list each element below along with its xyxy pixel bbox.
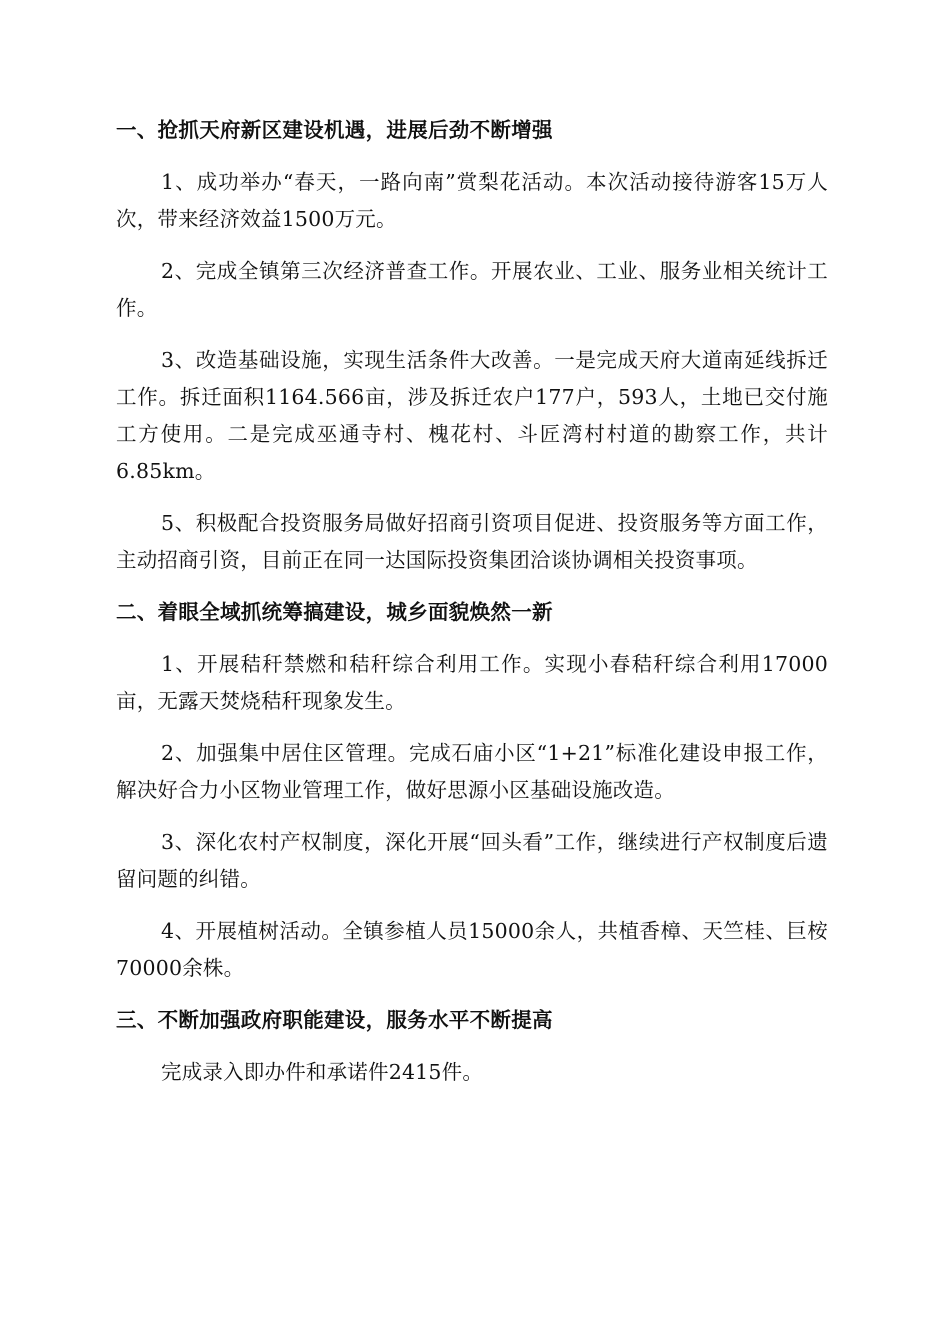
section-3 xyxy=(116,1002,828,1091)
paragraph: 1、成功举办“春天，一路向南”赏梨花活动。本次活动接待游客15万人次，带来经济效益1500万元。 xyxy=(116,170,828,231)
paragraph: 3、深化农村产权制度，深化开展“回头看”工作，继续进行产权制度后遗留问题的纠错。 xyxy=(116,830,828,891)
paragraph: 1、开展秸秆禁燃和秸秆综合利用工作。实现小春秸秆综合利用17000亩，无露天焚烧秸秆现象发生。 xyxy=(116,652,828,713)
paragraph: 2、完成全镇第三次经济普查工作。开展农业、工业、服务业相关统计工作。 xyxy=(116,259,828,320)
paragraph: 2、加强集中居住区管理。完成石庙小区“1+21”标准化建设申报工作，解决好合力小区物业管理工作，做好思源小区基础设施改造。 xyxy=(116,741,828,802)
section-2 xyxy=(116,594,828,987)
paragraph: 完成录入即办件和承诺件2415件。 xyxy=(161,1060,484,1084)
paragraph: 5、积极配合投资服务局做好招商引资项目促进、投资服务等方面工作，主动招商引资，目前正在同一达国际投资集团洽谈协调相关投资事项。 xyxy=(116,511,828,572)
paragraph: 3、改造基础设施，实现生活条件大改善。一是完成天府大道南延线拆迁工作。拆迁面积1164.566亩，涉及拆迁农户177户，593人，土地已交付施工方使用。二是完成巫通寺村、槐花村、斗匠湾村村道的勘察工作，共计6.85km。 xyxy=(116,348,828,483)
document-page xyxy=(116,112,828,1106)
section-heading: 二、着眼全域抓统筹搞建设，城乡面貌焕然一新 xyxy=(116,600,553,624)
section-heading: 一、抢抓天府新区建设机遇，进展后劲不断增强 xyxy=(116,118,553,142)
section-1 xyxy=(116,112,828,579)
paragraph: 4、开展植树活动。全镇参植人员15000余人，共植香樟、天竺桂、巨桉70000余株。 xyxy=(116,919,828,980)
section-heading: 三、不断加强政府职能建设，服务水平不断提高 xyxy=(116,1008,553,1032)
